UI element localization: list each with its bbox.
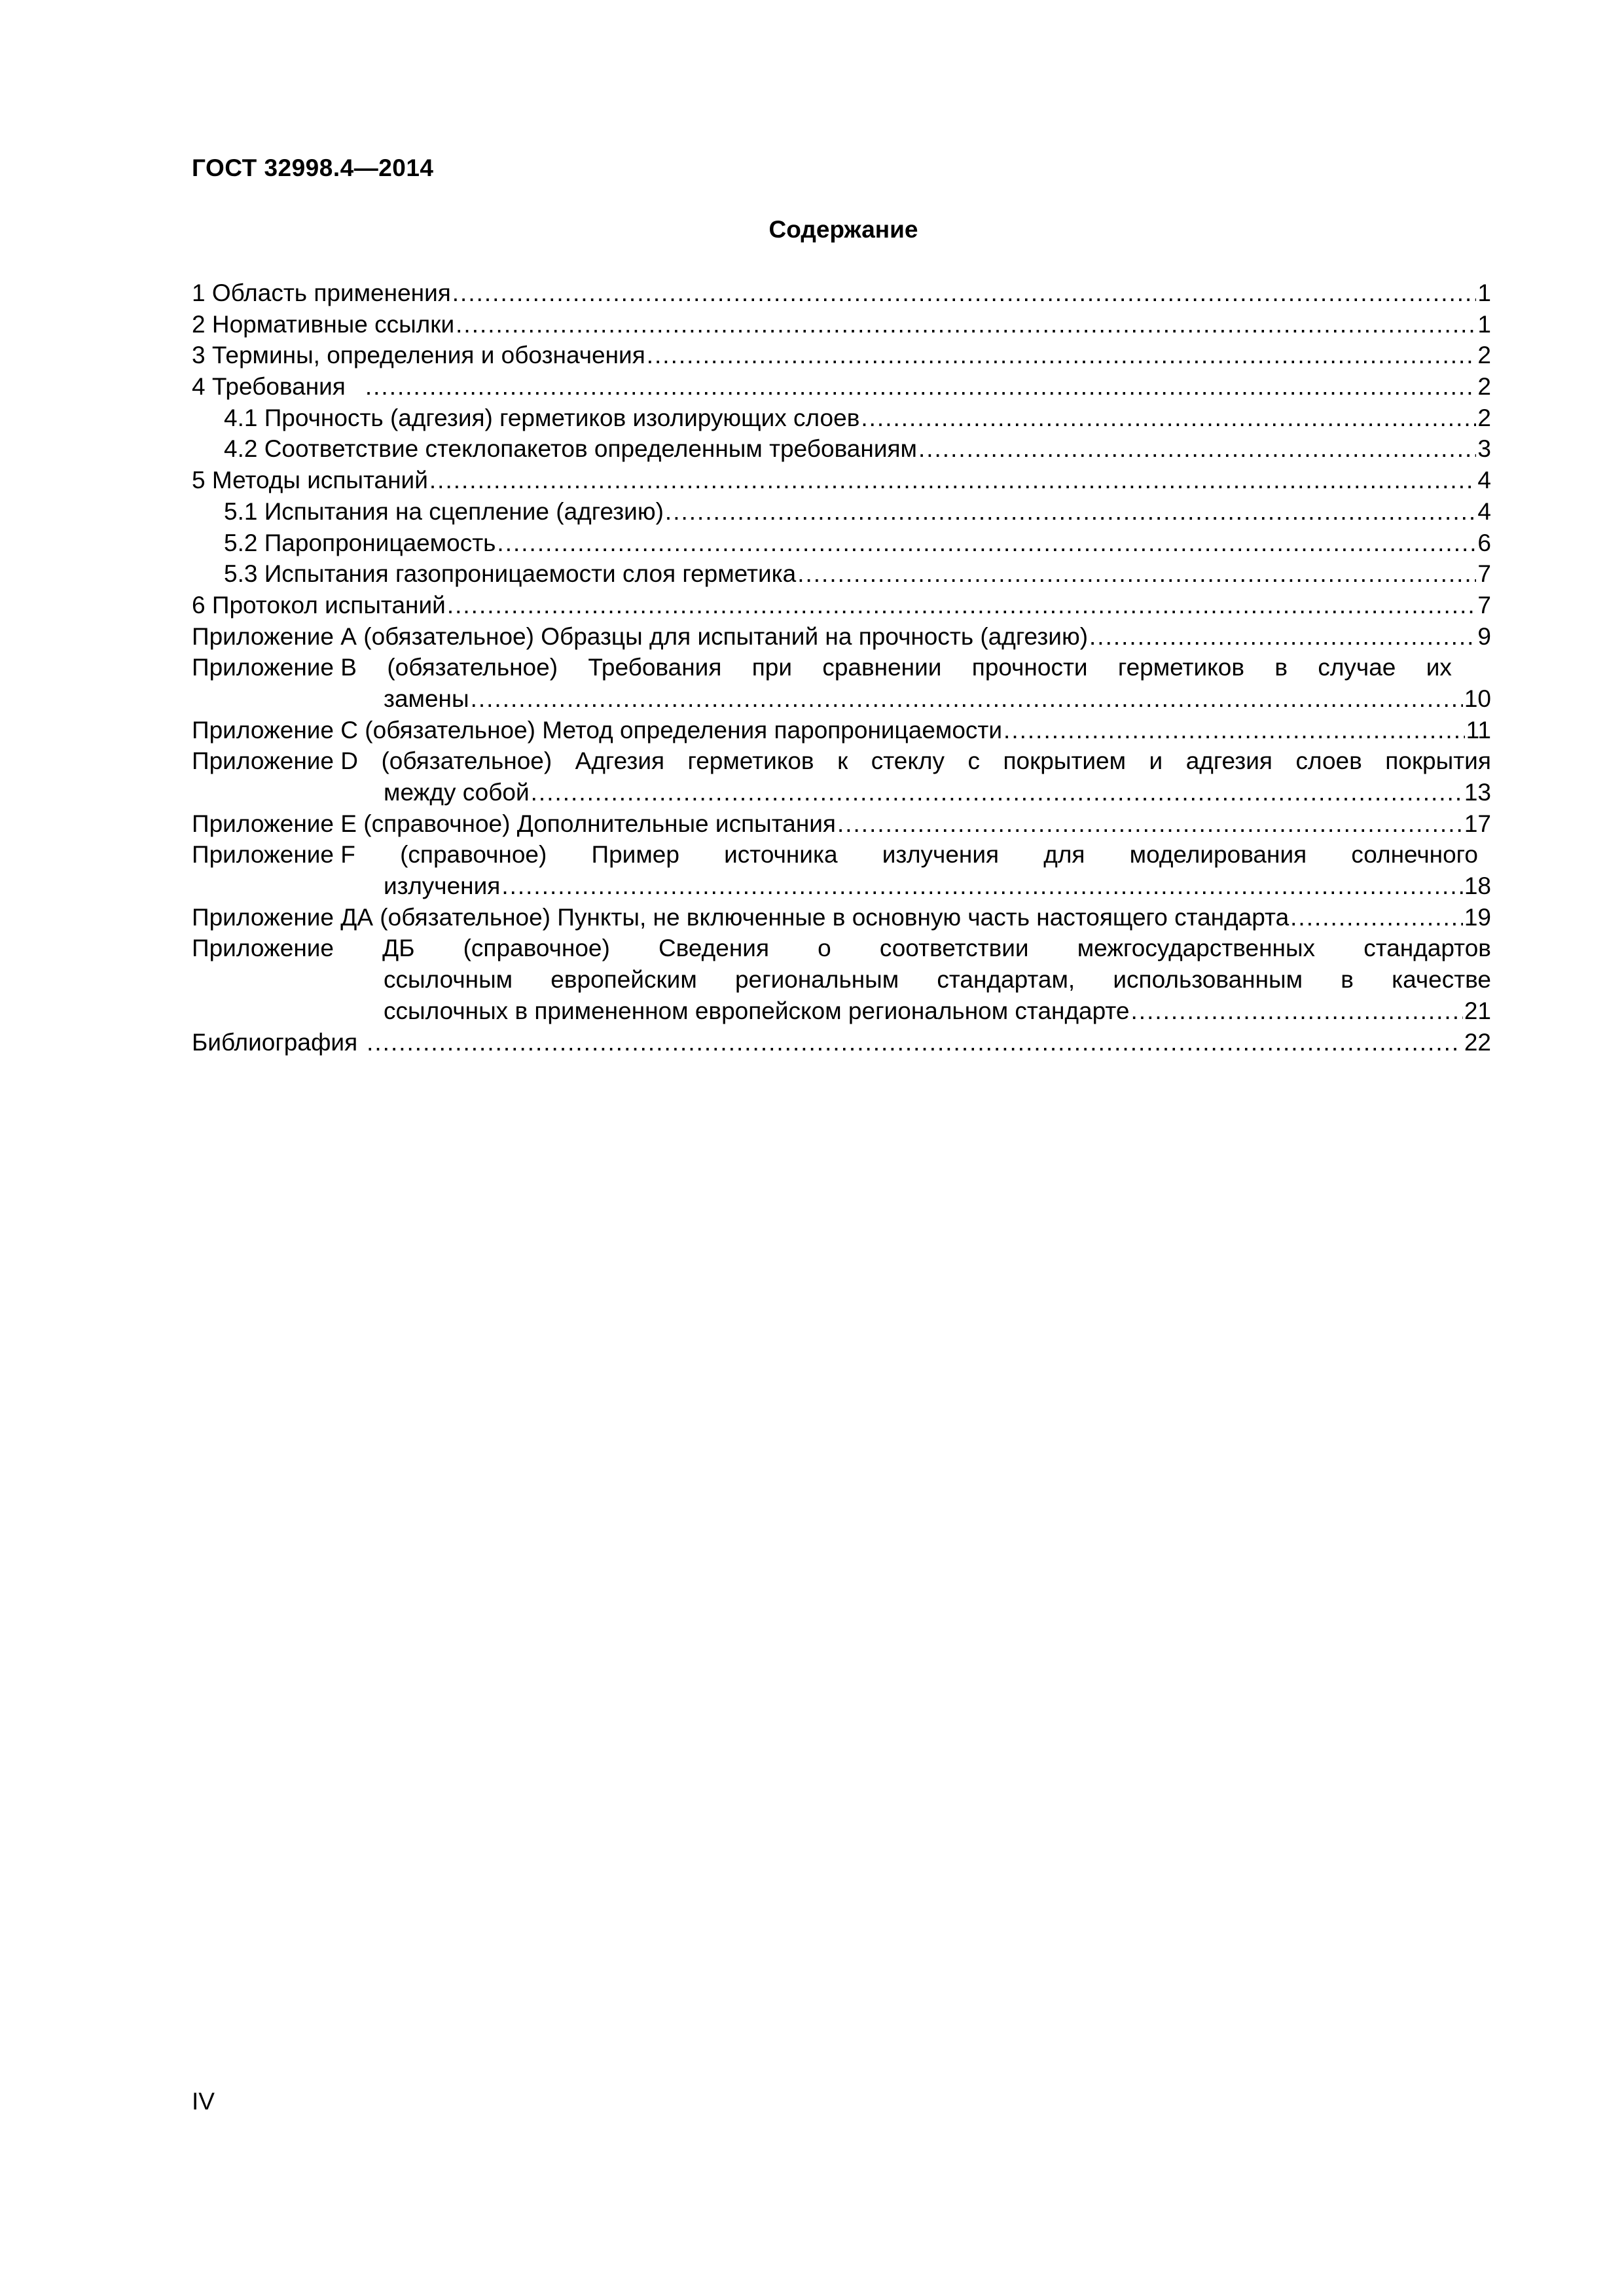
toc-appendix-entry[interactable] (192, 933, 1491, 1026)
toc-appendix-entry[interactable] (192, 621, 1491, 653)
toc-subentry[interactable] (192, 528, 1491, 559)
dot-leader (918, 433, 1476, 465)
toc-entry-title: 5.1 Испытания на сцепление (адгезию) (224, 497, 664, 525)
word: использованным (1113, 966, 1303, 994)
toc-entry-title: 5.3 Испытания газопроницаемости слоя герметика (224, 560, 797, 588)
word: Адгезия (575, 747, 665, 775)
word: ссылочным (384, 966, 513, 994)
toc-entry-continuation (192, 870, 1491, 902)
word: Пример (591, 841, 679, 869)
toc-entry-line (192, 652, 1491, 683)
word: Приложение (192, 935, 334, 962)
toc-subentry[interactable] (192, 433, 1491, 465)
toc-entry-page: 1 (1477, 310, 1491, 338)
word: покрытием (1003, 747, 1127, 775)
word: прочности (971, 654, 1088, 681)
toc-entry-line (192, 964, 1491, 996)
dot-leader (1290, 902, 1463, 933)
toc-entry[interactable] (192, 340, 1491, 371)
toc-entry-title: Приложение С (обязательное) Метод определения паропроницаемости (192, 716, 1003, 744)
toc-entry-page: 4 (1477, 497, 1491, 525)
toc-entry-page: 2 (1477, 404, 1491, 431)
word: случае (1318, 654, 1396, 681)
toc-entry-page: 4 (1477, 467, 1491, 494)
toc-entry-continuation (192, 683, 1491, 715)
toc-appendix-entry[interactable] (192, 652, 1491, 714)
toc-entry-page: 7 (1477, 591, 1491, 619)
toc-entry-page: 6 (1477, 529, 1491, 556)
dot-leader (497, 528, 1476, 559)
word: качестве (1392, 966, 1491, 994)
toc-entry[interactable] (192, 590, 1491, 621)
toc-entry-title: Приложение Е (справочное) Дополнительные испытания (192, 810, 836, 837)
toc-entry-line (192, 839, 1491, 870)
word: Приложение F (192, 841, 355, 869)
toc-entry-continuation (192, 777, 1491, 808)
toc-entry-title: 4 Требования (192, 373, 346, 401)
toc-entry-continuation (192, 996, 1491, 1027)
page-number: IV (192, 2088, 215, 2115)
toc-subentry[interactable] (192, 496, 1491, 528)
dot-leader (1003, 715, 1465, 746)
toc-title: Содержание (768, 216, 918, 243)
word: герметиков (1117, 654, 1244, 681)
dot-leader (456, 309, 1476, 340)
toc-entry-line (192, 933, 1491, 964)
toc-entry-page: 10 (1464, 685, 1491, 712)
toc-entry-title: 4.1 Прочность (адгезия) герметиков изолирующих слоев (224, 404, 860, 431)
toc-subentry[interactable] (192, 558, 1491, 590)
word: (справочное) (463, 935, 610, 962)
word: излучения (882, 841, 1000, 869)
toc-entry-page: 11 (1466, 716, 1491, 744)
word: с (967, 747, 980, 775)
word: европейским (550, 966, 697, 994)
dot-leader (501, 870, 1463, 902)
word: Приложение В (192, 654, 357, 681)
toc-entry-page: 21 (1464, 997, 1491, 1024)
dot-leader (365, 371, 1477, 403)
toc-entry-page: 18 (1464, 872, 1491, 900)
word: источника (724, 841, 838, 869)
word: их (1426, 654, 1452, 681)
word: Приложение D (192, 747, 359, 775)
toc-appendix-entry[interactable] (192, 808, 1491, 840)
toc-entry-page: 9 (1477, 622, 1491, 650)
dot-leader (1089, 621, 1476, 653)
toc-entry-page: 19 (1464, 903, 1491, 931)
word: о (818, 935, 831, 962)
toc-entry-title: между собой (384, 779, 530, 806)
word: Сведения (658, 935, 769, 962)
toc-entry-title: 4.2 Соответствие стеклопакетов определенным требованиям (224, 435, 917, 463)
toc-entry-title: 5.2 Паропроницаемость (224, 529, 496, 556)
toc-entry-title: Приложение ДА (обязательное) Пункты, не включенные в основную часть настоящего стандарта (192, 903, 1290, 931)
word: к (837, 747, 848, 775)
word: стеклу (871, 747, 945, 775)
word: (справочное) (400, 841, 547, 869)
dot-leader (367, 1027, 1456, 1058)
toc-entry[interactable] (192, 465, 1491, 496)
toc-entry-title: 3 Термины, определения и обозначения (192, 342, 645, 369)
word: (обязательное) (387, 654, 558, 681)
toc-entry[interactable] (192, 309, 1491, 340)
table-of-contents (192, 278, 1491, 1058)
word: адгезия (1185, 747, 1272, 775)
dot-leader (1131, 996, 1463, 1027)
toc-entry-page: 22 (1464, 1028, 1491, 1056)
dot-leader (647, 340, 1477, 371)
toc-entry-page: 3 (1477, 435, 1491, 463)
word: межгосударственных (1077, 935, 1316, 962)
toc-entry-page: 17 (1464, 810, 1491, 837)
toc-entry-title: 6 Протокол испытаний (192, 591, 446, 619)
dot-leader (452, 278, 1477, 309)
word: ДБ (382, 935, 415, 962)
word: и (1149, 747, 1163, 775)
dot-leader (665, 496, 1477, 528)
toc-entry-title: Библиография (192, 1028, 358, 1056)
word: солнечного (1351, 841, 1478, 869)
word: покрытия (1385, 747, 1491, 775)
toc-entry-title: замены (384, 685, 469, 712)
toc-entry-title: 2 Нормативные ссылки (192, 310, 455, 338)
toc-entry[interactable] (192, 371, 1491, 403)
toc-entry[interactable] (192, 1027, 1491, 1058)
dot-leader (861, 403, 1476, 434)
toc-entry-page: 2 (1477, 342, 1491, 369)
word: (обязательное) (381, 747, 552, 775)
dot-leader (447, 590, 1477, 621)
word: слоев (1295, 747, 1362, 775)
toc-entry-title: 5 Методы испытаний (192, 467, 428, 494)
toc-entry-page: 2 (1477, 373, 1491, 401)
word: Требования (588, 654, 722, 681)
toc-entry-title: излучения (384, 872, 501, 900)
toc-appendix-entry[interactable] (192, 745, 1491, 808)
toc-appendix-entry[interactable] (192, 839, 1491, 901)
word: сравнении (822, 654, 942, 681)
toc-entry-title: ссылочных в примененном европейском региональном стандарте (384, 997, 1130, 1024)
toc-entry[interactable] (192, 278, 1491, 309)
document-code: ГОСТ 32998.4—2014 (192, 154, 434, 181)
toc-entry-line (192, 745, 1491, 777)
toc-entry-page: 7 (1477, 560, 1491, 588)
word: соответствии (879, 935, 1029, 962)
toc-appendix-entry[interactable] (192, 715, 1491, 746)
dot-leader (471, 683, 1463, 715)
dot-leader (531, 777, 1463, 808)
word: стандартам, (937, 966, 1075, 994)
toc-entry-title: Приложение А (обязательное) Образцы для испытаний на прочность (адгезию) (192, 622, 1089, 650)
word: в (1341, 966, 1354, 994)
word: герметиков (687, 747, 814, 775)
toc-appendix-entry[interactable] (192, 902, 1491, 933)
word: моделирования (1129, 841, 1307, 869)
dot-leader (429, 465, 1477, 496)
dot-leader (797, 558, 1476, 590)
word: для (1043, 841, 1085, 869)
word: в (1274, 654, 1288, 681)
toc-entry-page: 13 (1464, 779, 1491, 806)
word: региональным (734, 966, 899, 994)
toc-subentry[interactable] (192, 403, 1491, 434)
word: стандартов (1363, 935, 1491, 962)
toc-entry-title: 1 Область применения (192, 279, 451, 306)
dot-leader (837, 808, 1463, 840)
toc-entry-page: 1 (1477, 279, 1491, 306)
word: при (751, 654, 792, 681)
